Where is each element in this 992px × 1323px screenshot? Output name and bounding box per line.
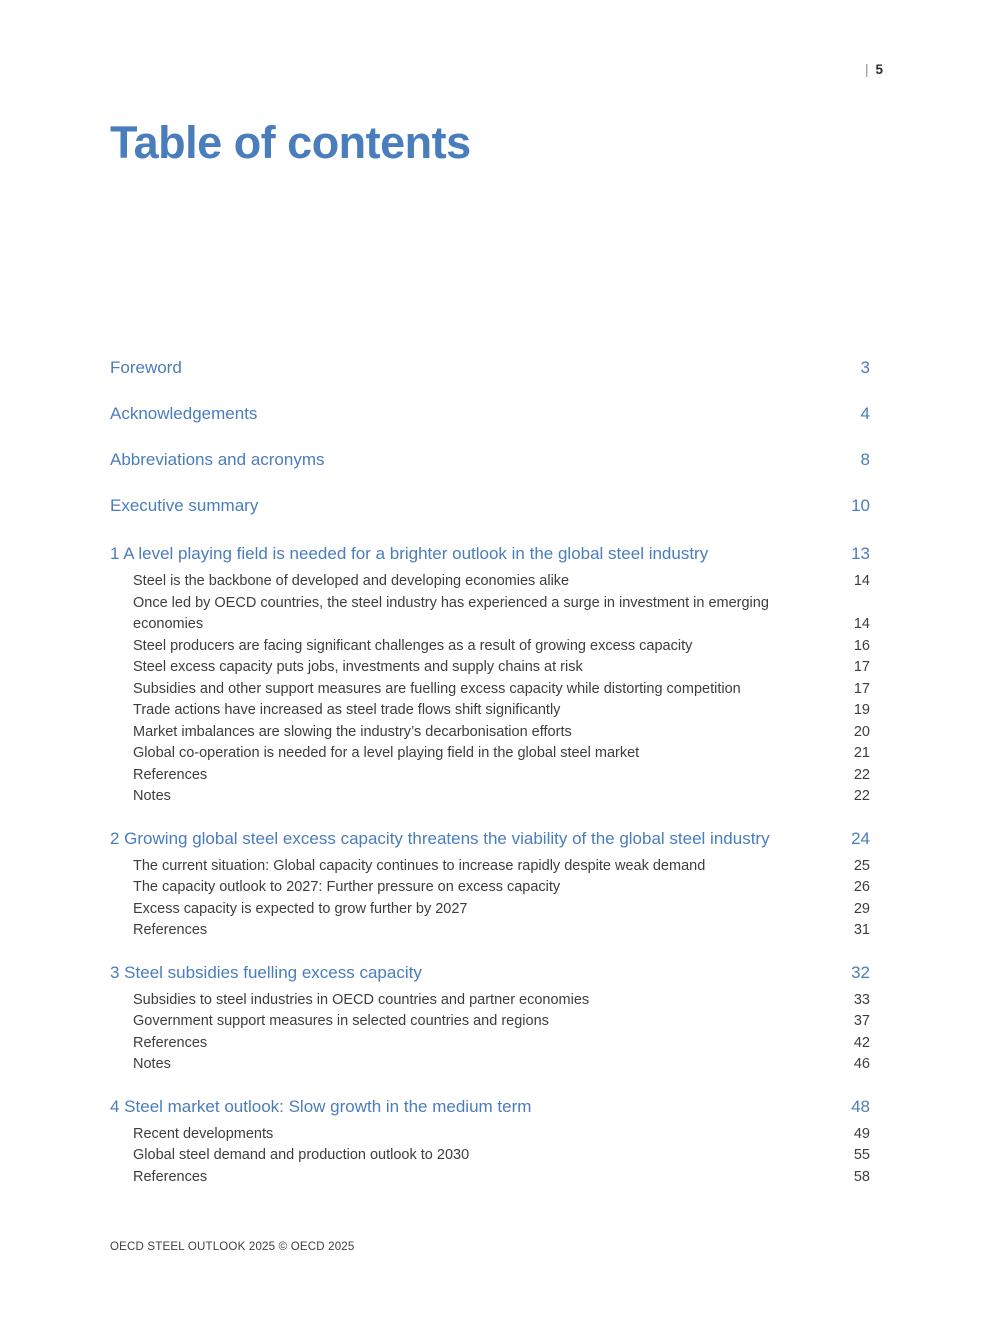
toc-sub-entry[interactable] bbox=[110, 856, 870, 878]
toc-sub-entry[interactable] bbox=[110, 700, 870, 722]
toc-sub-entry-label: Steel producers are facing significant challenges as a result of growing excess capacity bbox=[133, 637, 693, 654]
toc-entry-page: 3 bbox=[860, 358, 870, 377]
toc-chapter-entry-page: 13 bbox=[851, 544, 870, 563]
toc-entry-label: Acknowledgements bbox=[110, 404, 258, 423]
toc-sub-entry[interactable] bbox=[110, 743, 870, 765]
toc-sub-entry-page: 49 bbox=[853, 1125, 870, 1142]
toc-sub-entry[interactable] bbox=[110, 593, 870, 636]
page-header bbox=[865, 62, 883, 78]
toc-sub-entry[interactable] bbox=[110, 1145, 870, 1167]
toc-sub-entry-page: 25 bbox=[853, 857, 870, 874]
toc-sub-entry-page: 55 bbox=[853, 1147, 870, 1163]
toc-chapter-entry[interactable] bbox=[110, 1094, 870, 1120]
toc-entry-label: Executive summary bbox=[110, 496, 259, 515]
toc-entry-label: Foreword bbox=[110, 358, 182, 377]
toc-sub-entry[interactable] bbox=[110, 1033, 870, 1055]
toc-sub-entry[interactable] bbox=[110, 679, 870, 701]
toc-sub-entry-label: The capacity outlook to 2027: Further pressure on excess capacity bbox=[133, 879, 561, 895]
toc-sub-entry[interactable] bbox=[110, 1054, 870, 1076]
toc-chapter-entry[interactable] bbox=[110, 541, 870, 567]
toc-chapter-entry[interactable] bbox=[110, 826, 870, 852]
toc-entry[interactable] bbox=[110, 449, 870, 471]
toc-chapter-entry-label: 3 Steel subsidies fuelling excess capacity bbox=[110, 962, 422, 982]
toc-sub-entry[interactable] bbox=[110, 636, 870, 658]
toc-chapter-entry-page: 32 bbox=[851, 962, 870, 982]
toc-sub-entry-label: Excess capacity is expected to grow further by 2027 bbox=[133, 900, 468, 917]
toc-sub-entry-label: References bbox=[133, 922, 208, 938]
toc-sub-entry-page: 42 bbox=[853, 1034, 870, 1051]
header-separator: | bbox=[864, 62, 869, 77]
toc-sub-entry[interactable] bbox=[110, 877, 870, 899]
toc-sub-entry-page: 17 bbox=[853, 680, 870, 697]
toc-sub-entry-page: 58 bbox=[853, 1168, 870, 1185]
toc-sub-entry-page: 22 bbox=[853, 766, 870, 783]
toc-sub-entry-label: Market imbalances are slowing the industry’s decarbonisation efforts bbox=[133, 723, 572, 740]
toc-sub-entry[interactable] bbox=[110, 990, 870, 1012]
toc-entry[interactable] bbox=[110, 357, 870, 379]
toc-sub-entry-page: 14 bbox=[853, 616, 870, 632]
toc-sub-entry[interactable] bbox=[110, 657, 870, 679]
toc-sub-entry-page: 33 bbox=[853, 991, 870, 1008]
toc-section bbox=[110, 1094, 870, 1189]
toc-sub-entry[interactable] bbox=[110, 1124, 870, 1146]
toc-sub-entry[interactable] bbox=[110, 920, 870, 942]
toc-sub-entry-label: Trade actions have increased as steel trade flows shift significantly bbox=[133, 702, 561, 718]
toc-entry[interactable] bbox=[110, 495, 870, 517]
toc-sub-entry-label: The current situation: Global capacity continues to increase rapidly despite weak demand bbox=[133, 857, 706, 874]
toc-sub-entry-page: 20 bbox=[853, 723, 870, 740]
toc-sub-entry-label: Recent developments bbox=[133, 1125, 274, 1142]
toc-entry-page: 4 bbox=[860, 404, 870, 423]
toc-chapter-entry-label: 4 Steel market outlook: Slow growth in the medium term bbox=[110, 1096, 532, 1116]
page-footer: OECD STEEL OUTLOOK 2025 © OECD 2025 bbox=[110, 1241, 355, 1253]
toc-sub-entry-page: 16 bbox=[853, 637, 870, 654]
toc-sub-entry[interactable] bbox=[110, 899, 870, 921]
toc-section bbox=[110, 541, 870, 808]
toc-sub-entry-label: Government support measures in selected countries and regions bbox=[133, 1013, 549, 1029]
toc-entry-page: 10 bbox=[851, 496, 870, 515]
toc-section bbox=[110, 960, 870, 1076]
toc-entry-page: 8 bbox=[860, 450, 870, 469]
toc-sub-entry-label: References bbox=[133, 1168, 208, 1185]
toc-list bbox=[110, 357, 870, 1188]
toc-sub-entry-page: 26 bbox=[853, 879, 870, 895]
toc-sub-entry[interactable] bbox=[110, 786, 870, 808]
toc-sub-entry[interactable] bbox=[110, 722, 870, 744]
toc-sub-entry-label: Steel excess capacity puts jobs, investments and supply chains at risk bbox=[133, 659, 583, 675]
toc-section bbox=[110, 826, 870, 942]
toc-sub-entry-label: References bbox=[133, 1034, 208, 1051]
toc-entry-label: Abbreviations and acronyms bbox=[110, 450, 325, 469]
toc-sub-entry-label: Notes bbox=[133, 788, 171, 804]
toc-sub-entry-page: 31 bbox=[853, 922, 870, 938]
toc-entry[interactable] bbox=[110, 403, 870, 425]
toc-sub-entry-label: References bbox=[133, 766, 208, 783]
page-title: Table of contents bbox=[110, 117, 471, 168]
toc-sub-entry-page: 21 bbox=[853, 745, 870, 761]
toc-sub-entry-label: Global steel demand and production outlook to 2030 bbox=[133, 1147, 470, 1163]
header-page-number: 5 bbox=[875, 62, 883, 77]
toc-sub-entry[interactable] bbox=[110, 1167, 870, 1189]
toc-sub-entry-label: Notes bbox=[133, 1056, 171, 1072]
toc-chapter-entry-page: 24 bbox=[851, 828, 870, 848]
toc-sub-entry-page: 19 bbox=[853, 702, 870, 718]
toc-chapter-entry-page: 48 bbox=[851, 1096, 870, 1116]
toc-sub-entry[interactable] bbox=[110, 571, 870, 593]
toc-sub-entry-label: Global co-operation is needed for a level playing field in the global steel market bbox=[133, 745, 640, 761]
toc-sub-entry[interactable] bbox=[110, 1011, 870, 1033]
toc-sub-entry-label: Subsidies to steel industries in OECD countries and partner economies bbox=[133, 991, 590, 1008]
toc-sub-entry-page: 22 bbox=[853, 788, 870, 804]
toc-sub-entry-page: 29 bbox=[853, 900, 870, 917]
toc-chapter-entry[interactable] bbox=[110, 960, 870, 986]
toc-chapter-entry-label: 1 A level playing field is needed for a brighter outlook in the global steel industry bbox=[110, 544, 709, 563]
toc-sub-entry-page: 46 bbox=[853, 1056, 870, 1072]
toc-sub-entry-label: Once led by OECD countries, the steel industry has experienced a surge in investment in emerging economies bbox=[133, 594, 769, 632]
toc-sub-entry-page: 17 bbox=[853, 659, 870, 675]
toc-sub-entry-label: Steel is the backbone of developed and developing economies alike bbox=[133, 573, 570, 589]
toc-sub-entry[interactable] bbox=[110, 765, 870, 787]
toc-sub-entry-page: 37 bbox=[853, 1013, 870, 1029]
toc-sub-entry-page: 14 bbox=[853, 573, 870, 589]
toc-chapter-entry-label: 2 Growing global steel excess capacity threatens the viability of the global steel industry bbox=[110, 828, 770, 848]
toc-sub-entry-label: Subsidies and other support measures are fuelling excess capacity while distorting competition bbox=[133, 680, 741, 697]
